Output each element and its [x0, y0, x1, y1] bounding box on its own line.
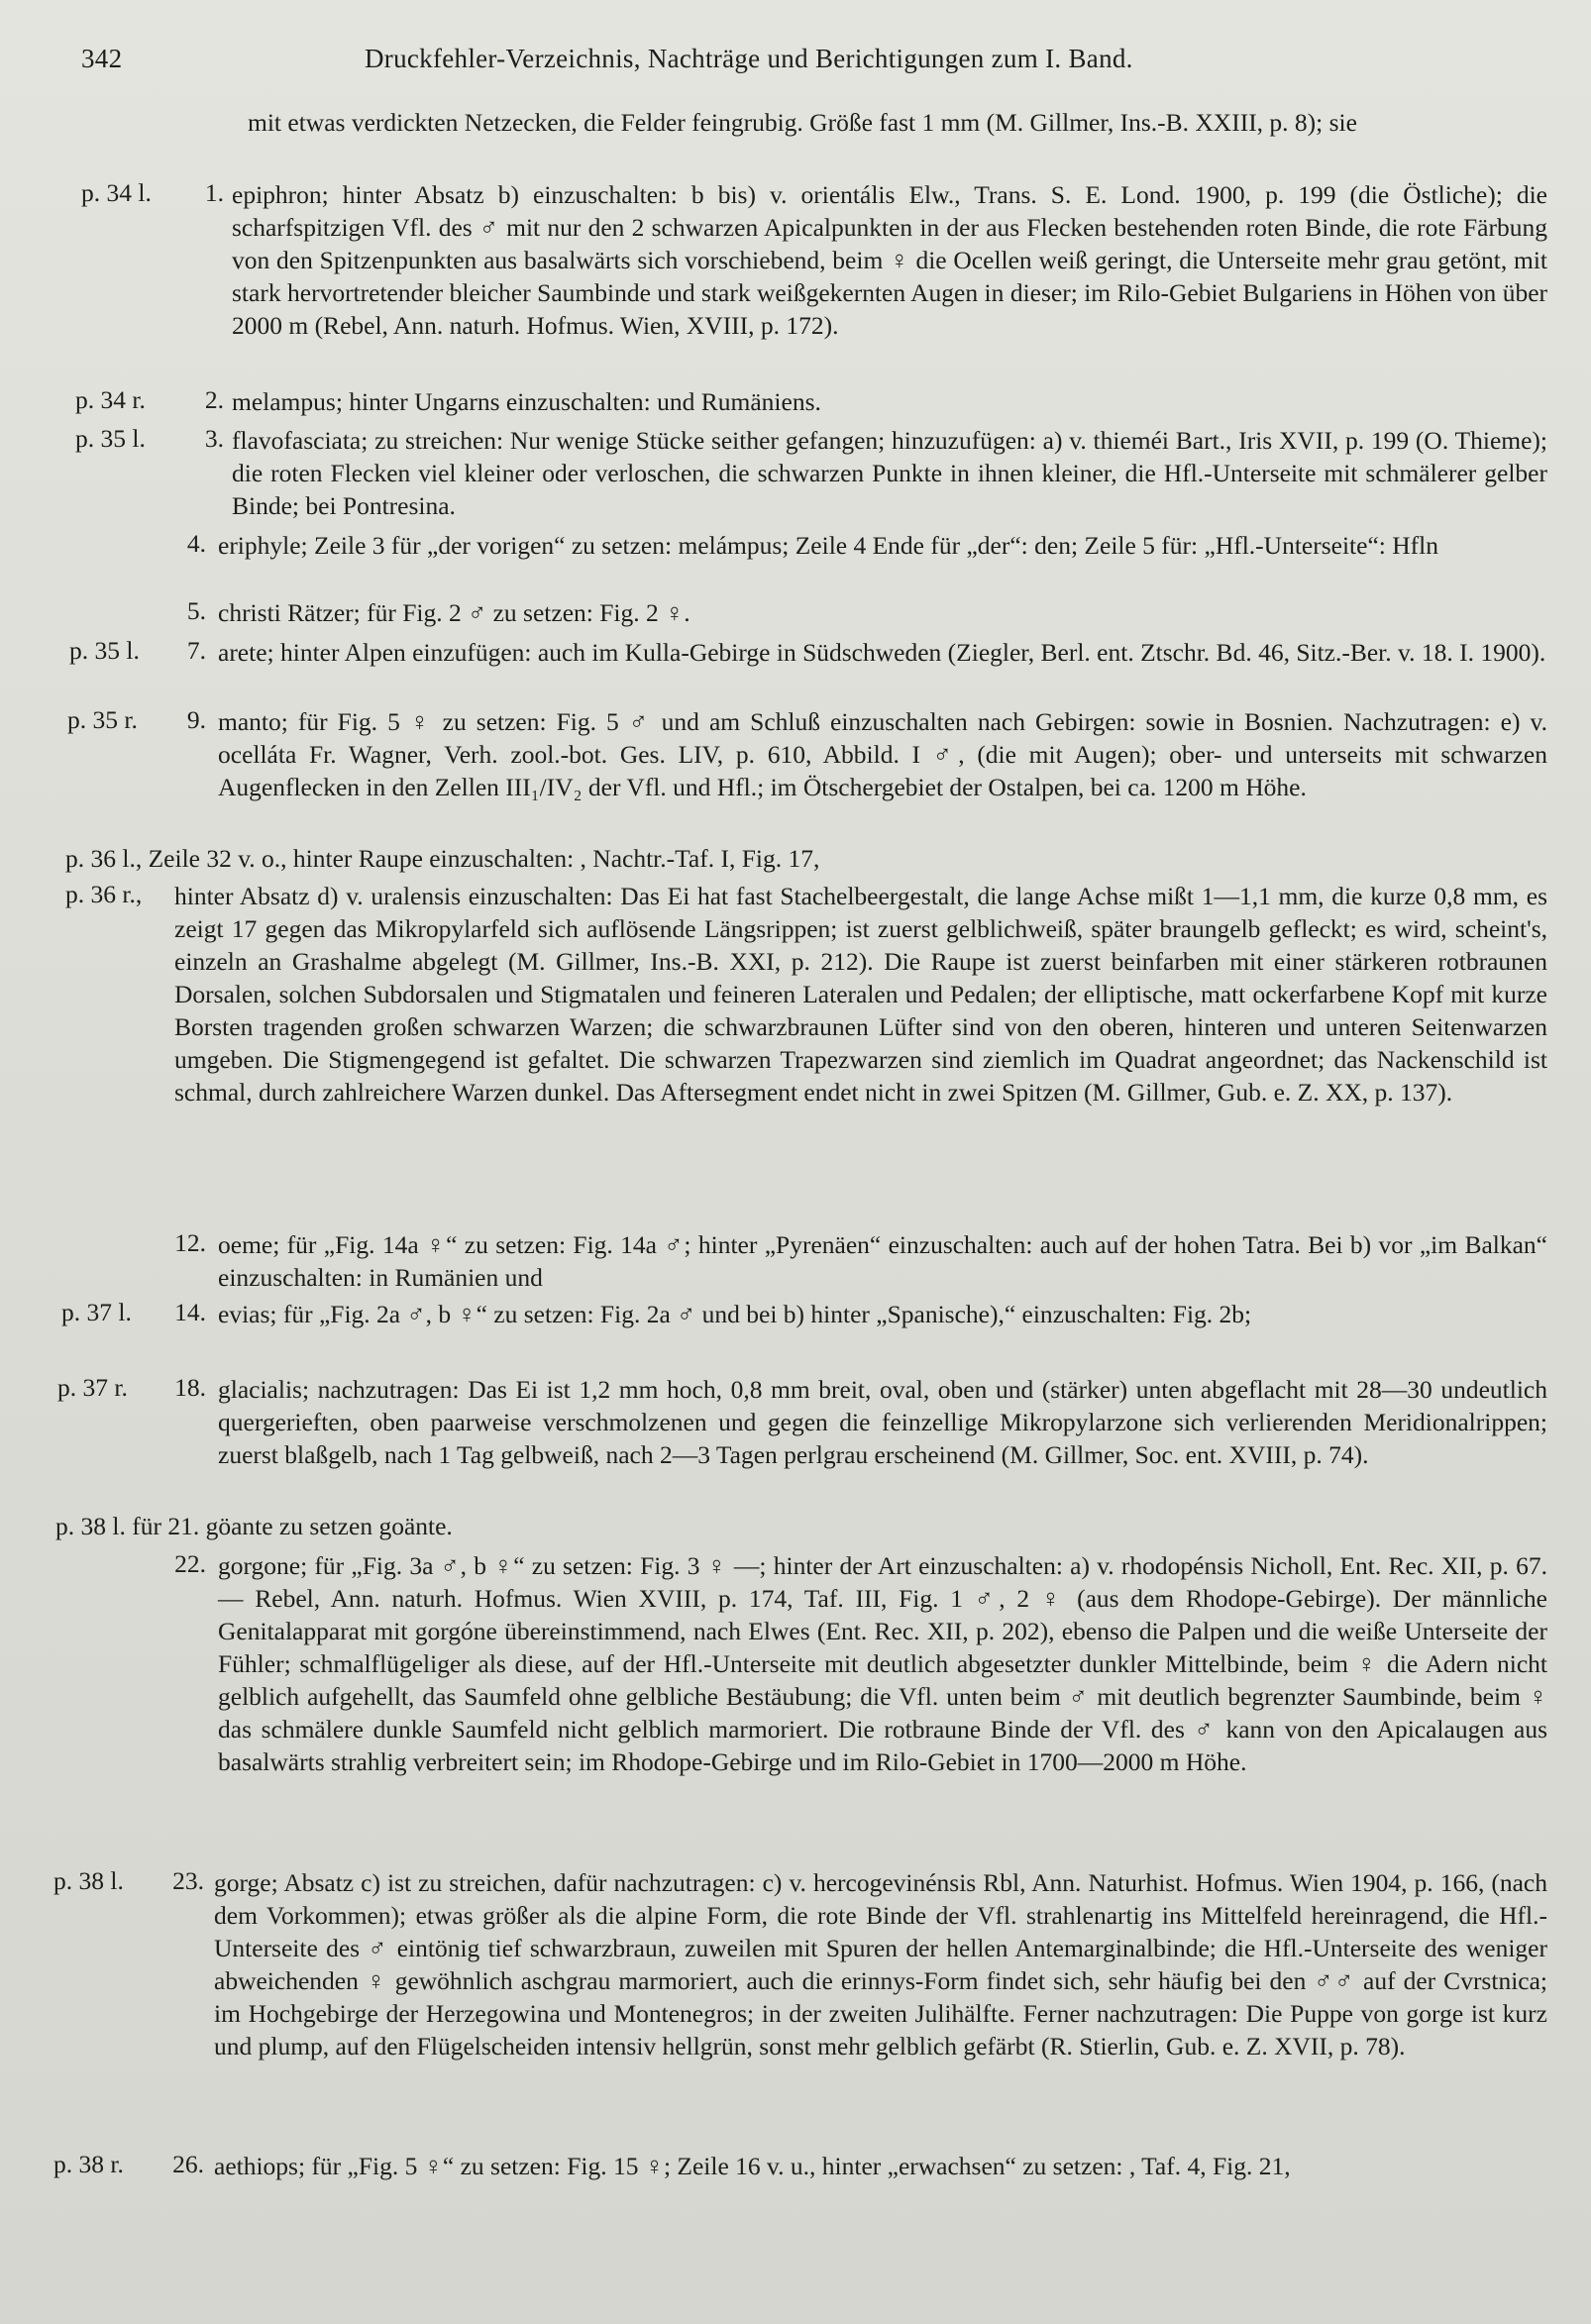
page-reference: p. 36 l., Zeile 32 v. o., hinter Raupe einzuschalten: , Nachtr.-Taf. I, Fig. 17,: [65, 844, 820, 873]
entry-text: gorge; Absatz c) ist zu streichen, dafür nachzutragen: c) v. hercogevinénsis Rbl, Ann. Naturhist. Hofmus. Wien 1904, p. 166, (nach dem Vorkommen); etwas größer als die alpine Form, die rote Binde der Vfl. strahlenartig ins Mittelfeld hereinragend, die Hfl.-Unterseite des ♂ eintönig tief schwarzbraun, zuweilen mit Spuren der hellen Antemarginalbinde; die Hfl.-Unterseite des weniger abweichenden ♀ gewöhnlich aschgrau marmoriert, auch die erinnys-Form findet sich, sehr häufig bei den ♂♂ auf der Cvrstnica; im Hochgebirge der Herzegowina und Montenegros; in der zweiten Julihälfte. Ferner nachzutragen: Die Puppe von gorge ist kurz und plump, auf den Flügelscheiden intensiv hellgrün, sonst mehr gelblich gefärbt (R. Stierlin, Gub. e. Z. XVII, p. 78).: [214, 1868, 1547, 2060]
entry-number: 12.: [174, 1228, 206, 1257]
page-reference: p. 35 l.: [75, 424, 146, 453]
entry-number: 14.: [174, 1298, 206, 1326]
entry-text: evias; für „Fig. 2a ♂, b ♀“ zu setzen: Fig. 2a ♂ und bei b) hinter „Spanische),“ einzuschalten: Fig. 2b;: [218, 1300, 1252, 1328]
page-reference: p. 35 r.: [67, 705, 138, 734]
page-reference: p. 37 r.: [57, 1373, 128, 1402]
entry-number: 9.: [186, 705, 206, 734]
page-reference: p. 37 l.: [61, 1298, 132, 1326]
page-reference: p. 34 r.: [75, 385, 146, 414]
entry-number: 5.: [186, 596, 206, 625]
entry-text: hinter Absatz d) v. uralensis einzuschalten: Das Ei hat fast Stachelbeergestalt, die lange Achse mißt 1—1,1 mm, die kurze 0,8 mm, es zeigt 17 gegen das Mikropylarfeld sich auflösende Längsrippen; ist zuerst gelblichweiß, später braungelb gefleckt; es wird, scheint's, einzeln an Grashalme abgelegt (M. Gillmer, Ins.-B. XXI, p. 212). Die Raupe ist zuerst beinfarben mit einer stärkeren rotbraunen Dorsalen, solchen Subdorsalen und Stigmatalen und feineren Lateralen und Pedalen; der elliptische, matt ockerfarbene Kopf mit kurze Borsten tragenden großen schwarzen Warzen; die schwarzbraunen Lüfter sind von den oberen, hinteren und unteren Seitenwarzen umgeben. Die Stigmengegend ist gefaltet. Die schwarzen Trapezwarzen sind ziemlich im Quadrat angeordnet; das Nackenschild ist schmal, durch zahlreichere Warzen dunkel. Das Aftersegment endet nicht in zwei Spitzen (M. Gillmer, Gub. e. Z. XX, p. 137).: [174, 882, 1547, 1107]
entry-text: manto; für Fig. 5 ♀ zu setzen: Fig. 5 ♂ und am Schluß einzuschalten nach Gebirgen: sowie in Bosnien. Nachzutragen: e) v. ocelláta Fr. Wagner, Verh. zool.-bot. Ges. LIV, p. 610, Abbild. I ♂, (die mit Augen); ober- und unterseits mit schwarzen Augenflecken in den Zellen III₁/IV₂ der Vfl. und Hfl.; im Ötschergebiet der Ostalpen, bei ca. 1200 m Höhe.: [218, 707, 1547, 801]
page-number: 342: [81, 44, 123, 73]
page-reference: p. 35 l.: [69, 636, 140, 665]
entry-number: 4.: [186, 529, 206, 558]
entry-text: glacialis; nachzutragen: Das Ei ist 1,2 mm hoch, 0,8 mm breit, oval, oben und (stärker) unten abgeflacht mit 28—30 undeutlich quergerieften, oben paarweise verschmolzenen und gegen die feinzellige Mikropylarzone sich verlierenden Meridionalrippen; zuerst blaßgelb, nach 1 Tag gelbweiß, nach 2—3 Tagen perlgrau erscheinend (M. Gillmer, Soc. ent. XVIII, p. 74).: [218, 1375, 1547, 1469]
entry-text: gorgone; für „Fig. 3a ♂, b ♀“ zu setzen: Fig. 3 ♀ —; hinter der Art einzuschalten: a) v. rhodopénsis Nicholl, Ent. Rec. XII, p. 67. — Rebel, Ann. naturh. Hofmus. Wien XVIII, p. 174, Taf. III, Fig. 1 ♂, 2 ♀ (aus dem Rhodope-Gebirge). Der männliche Genitalapparat mit gorgóne übereinstimmend, nach Elwes (Ent. Rec. XII, p. 202), ebenso die Palpen und die weiße Unterseite der Fühler; schmalflügeliger als diese, auf der Hfl.-Unterseite mit deutlich abgesetzter dunkler Mittelbinde, beim ♀ die Adern nicht gelblich aufgehellt, das Saumfeld ohne gelbliche Bestäubung; die Vfl. unten beim ♂ mit deutlich begrenzter Saumbinde, beim ♀ das schmälere dunkle Saumfeld nicht gelblich marmoriert. Die rotbraune Binde der Vfl. des ♂ kann von den Apicalaugen aus basalwärts strahlig verbreitert sein; im Rhodope-Gebirge und im Rilo-Gebiet in 1700—2000 m Höhe.: [218, 1551, 1547, 1776]
entry-text: mit etwas verdickten Netzecken, die Felder feingrubig. Größe fast 1 mm (M. Gillmer, Ins.-B. XXIII, p. 8); sie: [248, 108, 1357, 137]
entry-number: 1.: [204, 178, 224, 207]
page-reference: p. 36 r.,: [65, 880, 143, 908]
entry-number: 23.: [172, 1866, 204, 1895]
page-reference: p. 38 l.: [53, 1866, 124, 1895]
page-reference: p. 34 l.: [81, 178, 152, 207]
entry-text: oeme; für „Fig. 14a ♀“ zu setzen: Fig. 14a ♂; hinter „Pyrenäen“ einzuschalten: auch auf der hohen Tatra. Bei b) vor „im Balkan“ einzuschalten: in Rumänien und: [218, 1230, 1547, 1292]
entry-text: melampus; hinter Ungarns einzuschalten: und Rumäniens.: [232, 387, 821, 416]
entry-number: 22.: [174, 1549, 206, 1578]
entry-number: 18.: [174, 1373, 206, 1402]
entry-text: flavofasciata; zu streichen: Nur wenige Stücke seither gefangen; hinzuzufügen: a) v. thieméi Bart., Iris XVII, p. 199 (O. Thieme); die roten Flecken viel kleiner oder verloschen, die schwarzen Punkte in ihnen kleiner, die Hfl.-Unterseite mit schmälerer gelber Binde; bei Pontresina.: [232, 426, 1547, 520]
entry-text: eriphyle; Zeile 3 für „der vorigen“ zu setzen: melámpus; Zeile 4 Ende für „der“: den; Zeile 5 für: „Hfl.-Unterseite“: Hfln: [218, 531, 1438, 560]
entry-text: epiphron; hinter Absatz b) einzuschalten: b bis) v. orientális Elw., Trans. S. E. Lond. 1900, p. 199 (die Östliche); die scharfspitzigen Vfl. des ♂ mit nur den 2 schwarzen Apicalpunkten in der aus Flecken bestehenden roten Binde, die rote Färbung von den Spitzenpunkten aus basalwärts sich vorschiebend, beim ♀ die Ocellen weiß geringt, die Unterseite mehr grau getönt, mit stark hervortretender bleicher Saumbinde und stark weißgekernten Augen in dieser; im Rilo-Gebiet Bulgariens in Höhen von über 2000 m (Rebel, Ann. naturh. Hofmus. Wien, XVIII, p. 172).: [232, 180, 1547, 340]
entry-text: christi Rätzer; für Fig. 2 ♂ zu setzen: Fig. 2 ♀.: [218, 598, 690, 627]
running-header: Druckfehler-Verzeichnis, Nachträge und Berichtigungen zum I. Band.: [365, 44, 1133, 73]
entry-number: 26.: [172, 2150, 204, 2178]
entry-number: 3.: [204, 424, 224, 453]
entry-text: aethiops; für „Fig. 5 ♀“ zu setzen: Fig. 15 ♀; Zeile 16 v. u., hinter „erwachsen“ zu setzen: , Taf. 4, Fig. 21,: [214, 2152, 1291, 2180]
entry-number: 7.: [186, 636, 206, 665]
page-reference: p. 38 r.: [53, 2150, 124, 2178]
entry-text: arete; hinter Alpen einzufügen: auch im Kulla-Gebirge in Südschweden (Ziegler, Berl. ent. Ztschr. Bd. 46, Sitz.-Ber. v. 18. I. 1900).: [218, 638, 1546, 667]
page-reference: p. 38 l. für 21. göante zu setzen goänte.: [55, 1512, 453, 1540]
entry-number: 2.: [204, 385, 224, 414]
